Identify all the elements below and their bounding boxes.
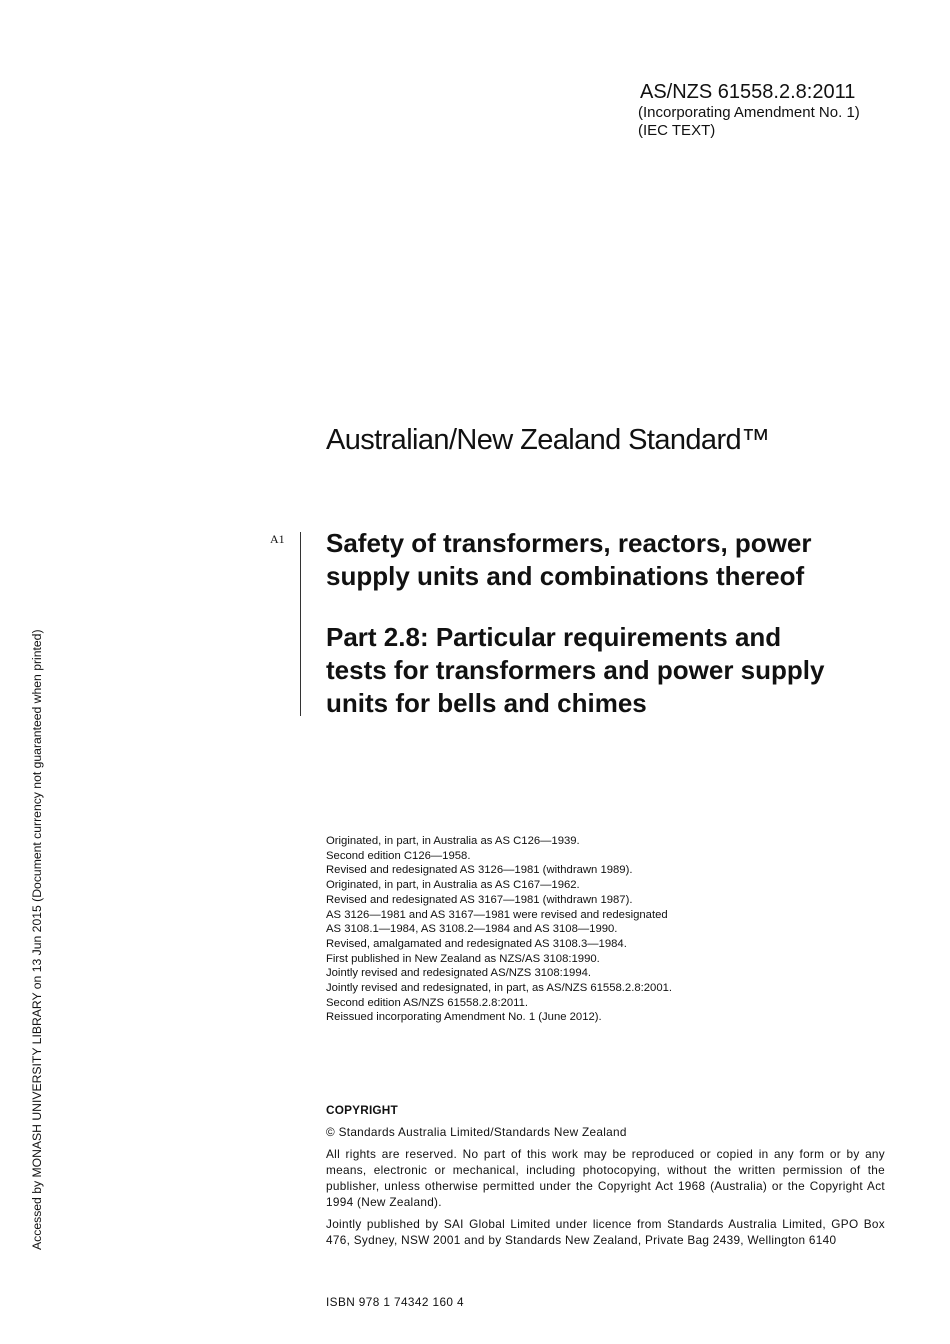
history-line: Second edition AS/NZS 61558.2.8:2011. [326, 996, 529, 1009]
iec-text-note: (IEC TEXT) [638, 122, 716, 139]
part-title-line: Part 2.8: Particular requirements and [326, 622, 782, 652]
history-line: Revised and redesignated AS 3126—1981 (withdrawn 1989). [326, 864, 633, 877]
isbn: ISBN 978 1 74342 160 4 [326, 1295, 465, 1309]
document-title [326, 527, 906, 593]
copyright-heading: COPYRIGHT [326, 1103, 398, 1117]
history-line: First published in New Zealand as NZS/AS 3108:1990. [326, 952, 600, 965]
amendment-note: (Incorporating Amendment No. 1) [638, 104, 860, 121]
history-line: Revised, amalgamated and redesignated AS 3108.3—1984. [326, 937, 627, 950]
standard-number: AS/NZS 61558.2.8:2011 [640, 81, 856, 103]
history-line: Originated, in part, in Australia as AS C126—1939. [326, 835, 580, 847]
amendment-change-bar [300, 532, 301, 716]
part-title-line: tests for transformers and power supply [326, 655, 825, 685]
history-line: Revised and redesignated AS 3167—1981 (withdrawn 1987). [326, 893, 633, 906]
copyright-owner: © Standards Australia Limited/Standards New Zealand [326, 1125, 627, 1139]
title-line: supply units and combinations thereof [326, 561, 805, 591]
series-title: Australian/New Zealand Standard™ [326, 424, 770, 456]
history-line: Jointly revised and redesignated, in part, as AS/NZS 61558.2.8:2001. [326, 982, 673, 995]
publication-history [326, 834, 672, 1025]
publishing-paragraph: Jointly published by SAI Global Limited under licence from Standards Australia Limited, GPO Box 476, Sydney, NSW 2001 and by Standards New Zealand, Private Bag 2439, Wellington 6140 [326, 1217, 885, 1247]
amendment-marker: A1 [270, 532, 285, 546]
title-line: Safety of transformers, reactors, power [326, 528, 812, 558]
history-line: AS 3108.1—1984, AS 3108.2—1984 and AS 3108—1990. [326, 923, 618, 936]
part-title [326, 621, 906, 720]
history-line: Reissued incorporating Amendment No. 1 (June 2012). [326, 1011, 602, 1024]
history-line: Jointly revised and redesignated AS/NZS 3108:1994. [326, 967, 592, 980]
copyright-section [326, 1102, 885, 1254]
history-line: AS 3126—1981 and AS 3167—1981 were revised and redesignated [326, 908, 668, 921]
history-line: Originated, in part, in Australia as AS C167—1962. [326, 879, 580, 892]
access-watermark: Accessed by MONASH UNIVERSITY LIBRARY on 13 Jun 2015 (Document currency not guaranteed when printed) [30, 629, 44, 1250]
rights-paragraph: All rights are reserved. No part of this work may be reproduced or copied in any form or by any means, electronic or mechanical, including photocopying, without the written permission of the publisher, unless otherwise permitted under the Copyright Act 1968 (Australia) or the Copyright Act 1994 (New Zealand). [326, 1147, 885, 1209]
history-line: Second edition C126—1958. [326, 849, 471, 862]
part-title-line: units for bells and chimes [326, 688, 647, 718]
